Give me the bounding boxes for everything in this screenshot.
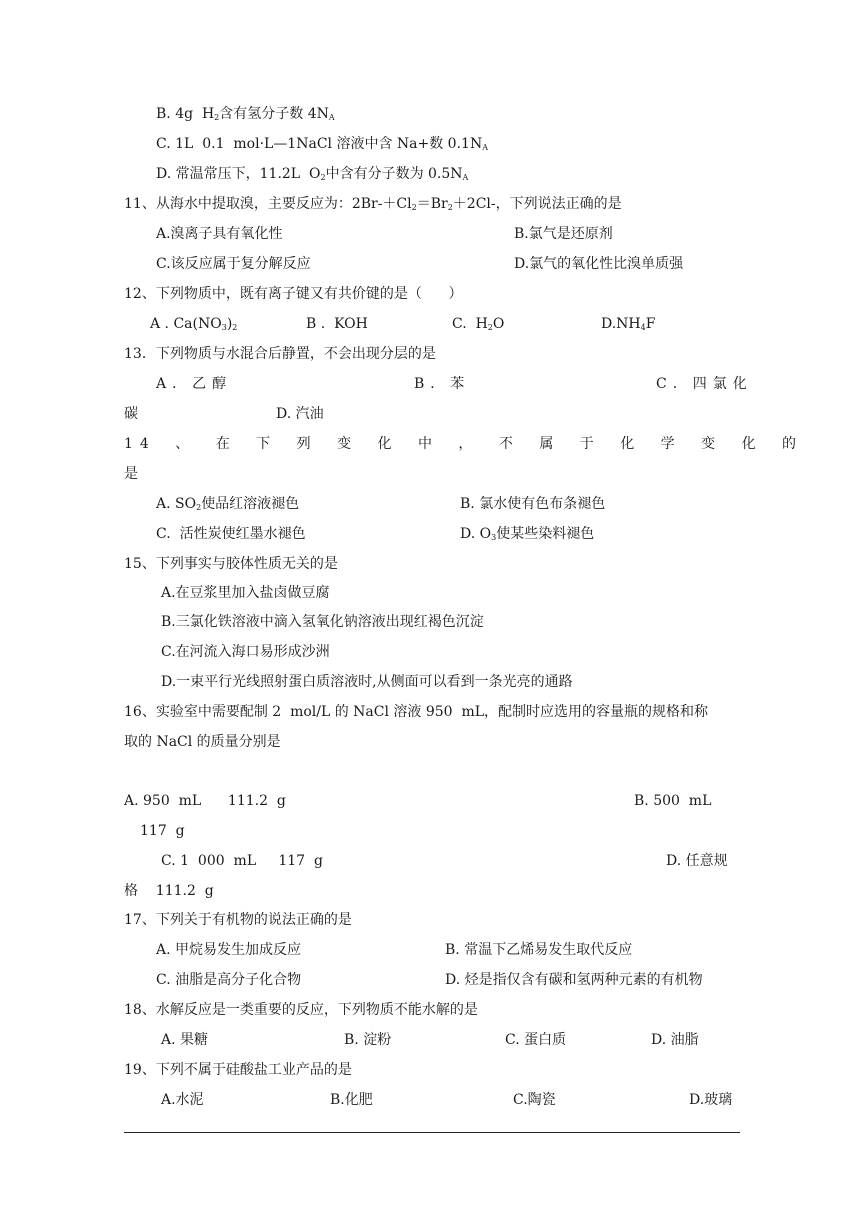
q12-option-b: B . KOH (306, 316, 368, 332)
q14-stem: 14 、 在 下 列 变 化 中 ， 不 属 于 化 学 变 化 的 (124, 436, 804, 452)
q11-option-a: A.溴离子具有氧化性 (156, 226, 283, 242)
q12-option-c: C. $H_2O$ (452, 316, 505, 332)
q13-option-d: D. 汽油 (276, 406, 324, 422)
q16-option-d: D. 任意规 (666, 853, 728, 869)
q10-option-c: C. 1L 0.1 mol·L—1NaCl 溶液中含 Na+数 $0.1N_A$ (156, 136, 488, 152)
q12-option-a: A . $Ca(NO_3)_2$ (150, 316, 238, 332)
q14-option-d: D. $O_3$使某些染料褪色 (460, 526, 595, 542)
q17-option-d: D. 烃是指仅含有碳和氢两种元素的有机物 (445, 972, 703, 988)
q15-option-b: B.三氯化铁溶液中滴入氢氧化钠溶液出现红褐色沉淀 (161, 614, 484, 630)
q14-stem-wrap: 是 (124, 466, 138, 482)
q10-option-d: D. 常温常压下，11.2L $O_2$中含有分子数为 $0.5N_A$ (156, 166, 469, 182)
q16-stem-wrap: 取的 NaCl 的质量分别是 (124, 734, 281, 750)
q18-stem: 18、水解反应是一类重要的反应，下列物质不能水解的是 (124, 1002, 478, 1018)
q18-option-d: D. 油脂 (651, 1032, 699, 1048)
q11-option-b: B.氯气是还原剂 (514, 226, 613, 242)
q18-option-b: B. 淀粉 (344, 1032, 392, 1048)
q13-stem: 13．下列物质与水混合后静置，不会出现分层的是 (124, 346, 436, 362)
q19-option-b: B.化肥 (330, 1092, 373, 1108)
q13-option-a: A．乙醇 (156, 376, 233, 392)
q14-option-b: B. 氯水使有色布条褪色 (460, 496, 606, 512)
q10-option-b: B. 4g $H_2$含有氢分子数 $4N_A$ (156, 106, 335, 122)
q19-option-d: D.玻璃 (689, 1092, 733, 1108)
q15-option-a: A.在豆浆里加入盐卤做豆腐 (161, 585, 330, 601)
q15-option-c: C.在河流入海口易形成沙洲 (161, 644, 330, 660)
q16-option-b-wrap: 117 g (140, 823, 185, 839)
q17-option-a: A. 甲烷易发生加成反应 (156, 942, 302, 958)
q16-stem: 16、实验室中需要配制 2 mol/L 的 NaCl 溶液 950 mL，配制时应选用的容量瓶的规格和称 (124, 704, 709, 720)
q11-option-d: D.氯气的氧化性比溴单质强 (514, 256, 684, 272)
q12-stem: 12、下列物质中，既有离子键又有共价键的是（ ） (124, 286, 463, 302)
q16-option-c: C. 1 000 mL 117 g (161, 853, 323, 869)
q19-option-a: A.水泥 (161, 1092, 204, 1108)
q13-option-c-wrap: 碳 (124, 406, 138, 422)
q14-option-a: A. $SO_2$使品红溶液褪色 (156, 496, 300, 512)
q16-option-a: A. 950 mL 111.2 g (124, 793, 286, 809)
q14-option-c: C. 活性炭使红墨水褪色 (156, 526, 306, 542)
q13-option-b: B．苯 (414, 376, 471, 392)
q17-option-b: B. 常温下乙烯易发生取代反应 (445, 942, 633, 958)
q17-option-c: C. 油脂是高分子化合物 (156, 972, 302, 988)
q15-stem: 15、下列事实与胶体性质无关的是 (124, 556, 338, 572)
q12-option-d: $D.NH_4F$ (601, 316, 656, 332)
q18-option-a: A. 果糖 (161, 1032, 209, 1048)
q11-option-c: C.该反应属于复分解反应 (156, 256, 311, 272)
q16-option-d-wrap: 格 111.2 g (124, 883, 214, 899)
q16-option-b: B. 500 mL (634, 793, 712, 809)
q13-option-c: C．四氯化 (656, 376, 753, 392)
q18-option-c: C. 蛋白质 (505, 1032, 567, 1048)
q17-stem: 17、下列关于有机物的说法正确的是 (124, 912, 352, 928)
q15-option-d: D.一束平行光线照射蛋白质溶液时,从侧面可以看到一条光亮的通路 (161, 674, 573, 690)
q19-option-c: C.陶瓷 (513, 1092, 556, 1108)
q11-stem: 11、从海水中提取溴，主要反应为：$2Br-+Cl_2=Br_2+2Cl-$，下列说法正确的是 (124, 196, 622, 212)
footer-rule (124, 1132, 740, 1133)
q19-stem: 19、下列不属于硅酸盐工业产品的是 (124, 1062, 352, 1078)
